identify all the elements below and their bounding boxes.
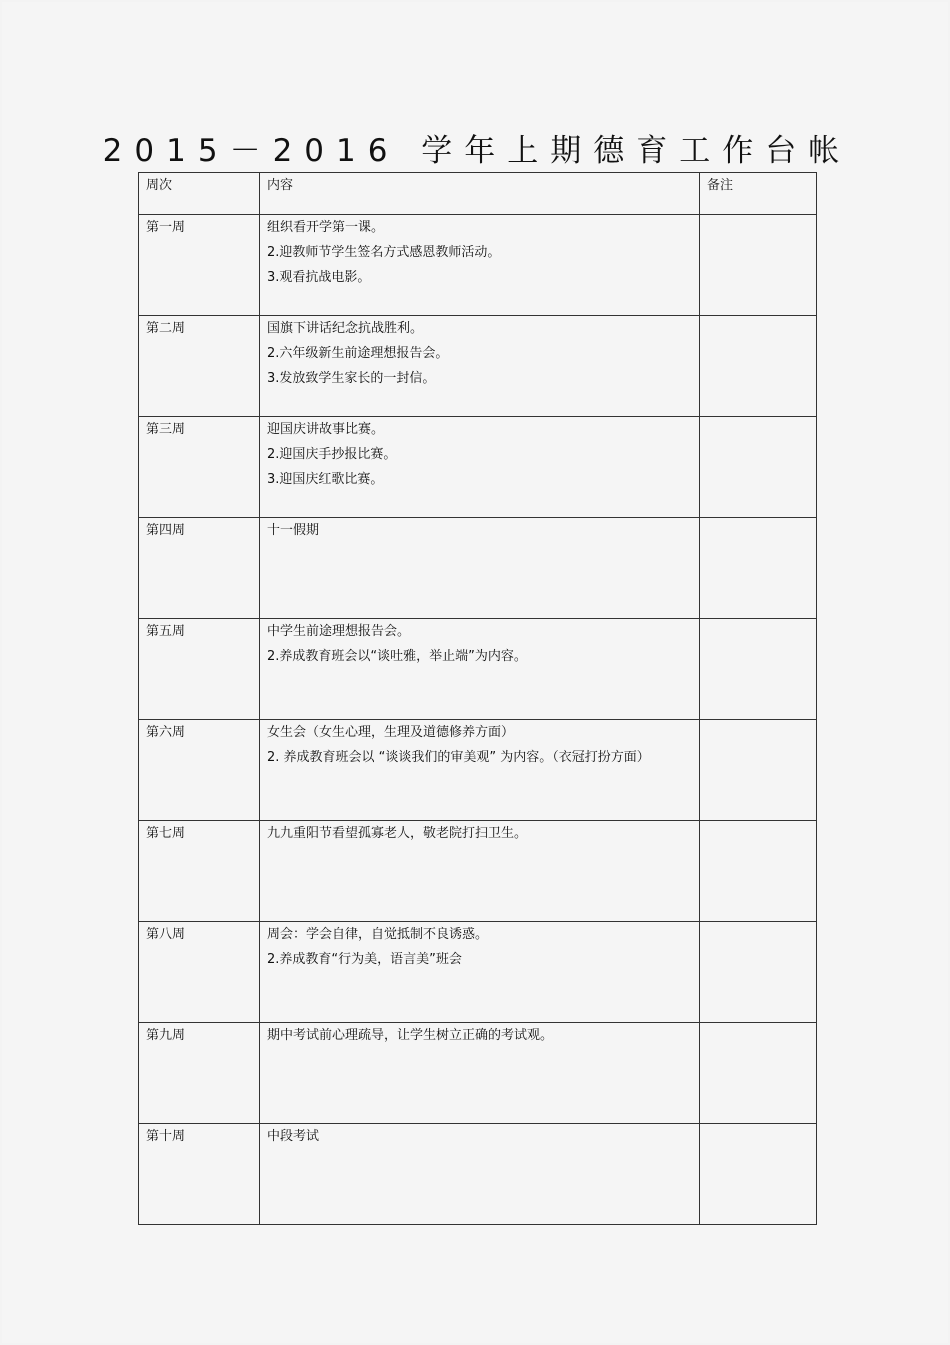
- content-cell: [260, 215, 700, 316]
- content-item: 组织看开学第一课。: [267, 220, 385, 235]
- content-cell: [260, 518, 700, 619]
- content-item: 3.发放致学生家长的一封信。: [267, 371, 436, 386]
- content-cell: [260, 1124, 700, 1225]
- content-item: 2.养成教育“行为美，语言美”班会: [267, 952, 462, 967]
- content-item: 2.迎教师节学生签名方式感恩教师活动。: [267, 245, 501, 260]
- remarks-cell: [700, 518, 817, 619]
- content-item: 周会：学会自律，自觉抵制不良诱惑。: [267, 927, 489, 942]
- header-content: 内容: [260, 173, 700, 215]
- content-item: 国旗下讲话纪念抗战胜利。: [267, 321, 424, 336]
- remarks-cell: [700, 1023, 817, 1124]
- table-row: [139, 1023, 817, 1124]
- content-item: 中段考试: [267, 1129, 320, 1144]
- content-item: 2. 养成教育班会以 “谈谈我们的审美观” 为内容。（衣冠打扮方面）: [267, 750, 650, 765]
- content-item: 2.养成教育班会以“谈吐雅，举止端”为内容。: [267, 649, 527, 664]
- content-cell: [260, 922, 700, 1023]
- remarks-cell: [700, 821, 817, 922]
- table-row: [139, 518, 817, 619]
- content-cell: [260, 316, 700, 417]
- moral-education-ledger-table: [138, 172, 817, 1225]
- content-item: 3.观看抗战电影。: [267, 270, 371, 285]
- content-item: 九九重阳节看望孤寡老人，敬老院打扫卫生。: [267, 826, 528, 841]
- table-row: [139, 821, 817, 922]
- table-row: [139, 417, 817, 518]
- table-row: [139, 922, 817, 1023]
- table-row: [139, 215, 817, 316]
- remarks-cell: [700, 316, 817, 417]
- content-item: 期中考试前心理疏导，让学生树立正确的考试观。: [267, 1028, 554, 1043]
- content-cell: [260, 1023, 700, 1124]
- content-item: 女生会（女生心理，生理及道德修养方面）: [267, 725, 515, 740]
- week-cell: 第九周: [139, 1023, 260, 1124]
- week-cell: 第五周: [139, 619, 260, 720]
- content-cell: [260, 821, 700, 922]
- week-cell: 第四周: [139, 518, 260, 619]
- table-row: [139, 316, 817, 417]
- remarks-cell: [700, 1124, 817, 1225]
- table-row: [139, 619, 817, 720]
- content-item: 3.迎国庆红歌比赛。: [267, 472, 384, 487]
- table-row: [139, 1124, 817, 1225]
- week-cell: 第二周: [139, 316, 260, 417]
- content-item: 2.迎国庆手抄报比赛。: [267, 447, 397, 462]
- document-title: 2015－2016 学年上期德育工作台帐: [102, 133, 852, 169]
- remarks-cell: [700, 922, 817, 1023]
- week-cell: 第六周: [139, 720, 260, 821]
- table-header-row: [139, 173, 817, 215]
- content-item: 迎国庆讲故事比赛。: [267, 422, 385, 437]
- header-week: 周次: [139, 173, 260, 215]
- table-row: [139, 720, 817, 821]
- document-page: [2, 2, 948, 1343]
- week-cell: 第八周: [139, 922, 260, 1023]
- week-cell: 第三周: [139, 417, 260, 518]
- header-remarks: 备注: [700, 173, 817, 215]
- content-cell: [260, 720, 700, 821]
- remarks-cell: [700, 215, 817, 316]
- week-cell: 第七周: [139, 821, 260, 922]
- remarks-cell: [700, 720, 817, 821]
- content-cell: [260, 619, 700, 720]
- content-item: 中学生前途理想报告会。: [267, 624, 411, 639]
- remarks-cell: [700, 619, 817, 720]
- content-item: 2.六年级新生前途理想报告会。: [267, 346, 449, 361]
- week-cell: 第十周: [139, 1124, 260, 1225]
- week-cell: 第一周: [139, 215, 260, 316]
- content-item: 十一假期: [267, 523, 320, 538]
- remarks-cell: [700, 417, 817, 518]
- content-cell: [260, 417, 700, 518]
